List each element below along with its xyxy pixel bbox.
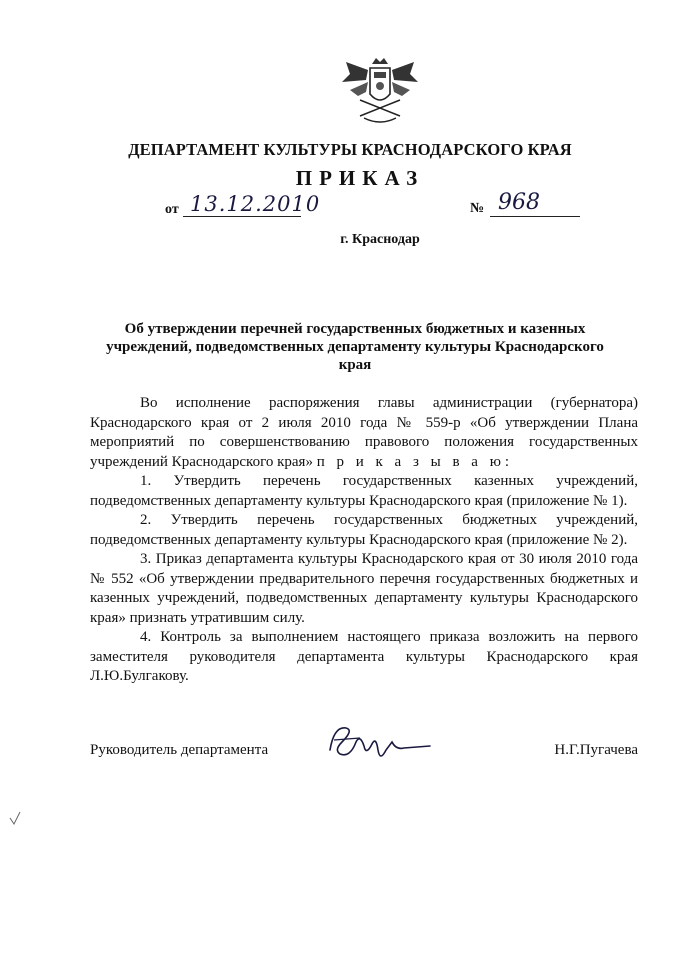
date-underline bbox=[183, 216, 301, 217]
intro-text: Во исполнение распоряжения главы администрации (губернатора) Краснодарского края от 2 июля 2010 года № 559-р «Об утверждении Плана мероприятий по совершенствованию правового положения государственных учреждений Краснодарского края» bbox=[90, 395, 638, 470]
document-type: ПРИКАЗ bbox=[295, 166, 425, 190]
signer-name: Н.Г.Пугачева bbox=[554, 742, 638, 758]
intro-paragraph bbox=[90, 394, 638, 472]
city: г. Краснодар bbox=[340, 232, 420, 247]
number-prefix: № bbox=[470, 201, 485, 216]
date-number-row bbox=[0, 192, 700, 222]
coat-of-arms-emblem bbox=[336, 56, 424, 126]
document-body bbox=[90, 394, 638, 687]
item-1: 1. Утвердить перечень государственных казенных учреждений, подведомственных департаменту культуры Краснодарского края (приложение № 1). bbox=[90, 473, 638, 509]
margin-tick-mark bbox=[8, 810, 22, 826]
document-title: Об утверждении перечней государственных бюджетных и казенных учреждений, подведомственных департаменту культуры Краснодарского края bbox=[106, 321, 604, 373]
handwritten-signature bbox=[320, 720, 440, 770]
order-date: 13.12.2010 bbox=[190, 192, 321, 216]
date-prefix: от bbox=[165, 202, 179, 217]
signature-row bbox=[90, 720, 638, 770]
signer-position: Руководитель департамента bbox=[90, 742, 269, 758]
item-3: 3. Приказ департамента культуры Краснодарского края от 30 июля 2010 года № 552 «Об утверждении предварительного перечня государственных бюджетных и казенных учреждений, подведомственных департаменту культуры Краснодарского края» признать утратившим силу. bbox=[90, 551, 638, 626]
intro-keyword: п р и к а з ы в а ю: bbox=[316, 453, 514, 470]
order-number: 968 bbox=[498, 190, 540, 215]
department-name: ДЕПАРТАМЕНТ КУЛЬТУРЫ КРАСНОДАРСКОГО КРАЯ bbox=[128, 140, 572, 159]
number-underline bbox=[490, 216, 580, 217]
item-2: 2. Утвердить перечень государственных бюджетных учреждений, подведомственных департаменту культуры Краснодарского края (приложение № 2). bbox=[90, 512, 638, 548]
item-4: 4. Контроль за выполнением настоящего приказа возложить на первого заместителя руководителя департамента культуры Краснодарского края Л.Ю.Булгакову. bbox=[90, 629, 638, 684]
